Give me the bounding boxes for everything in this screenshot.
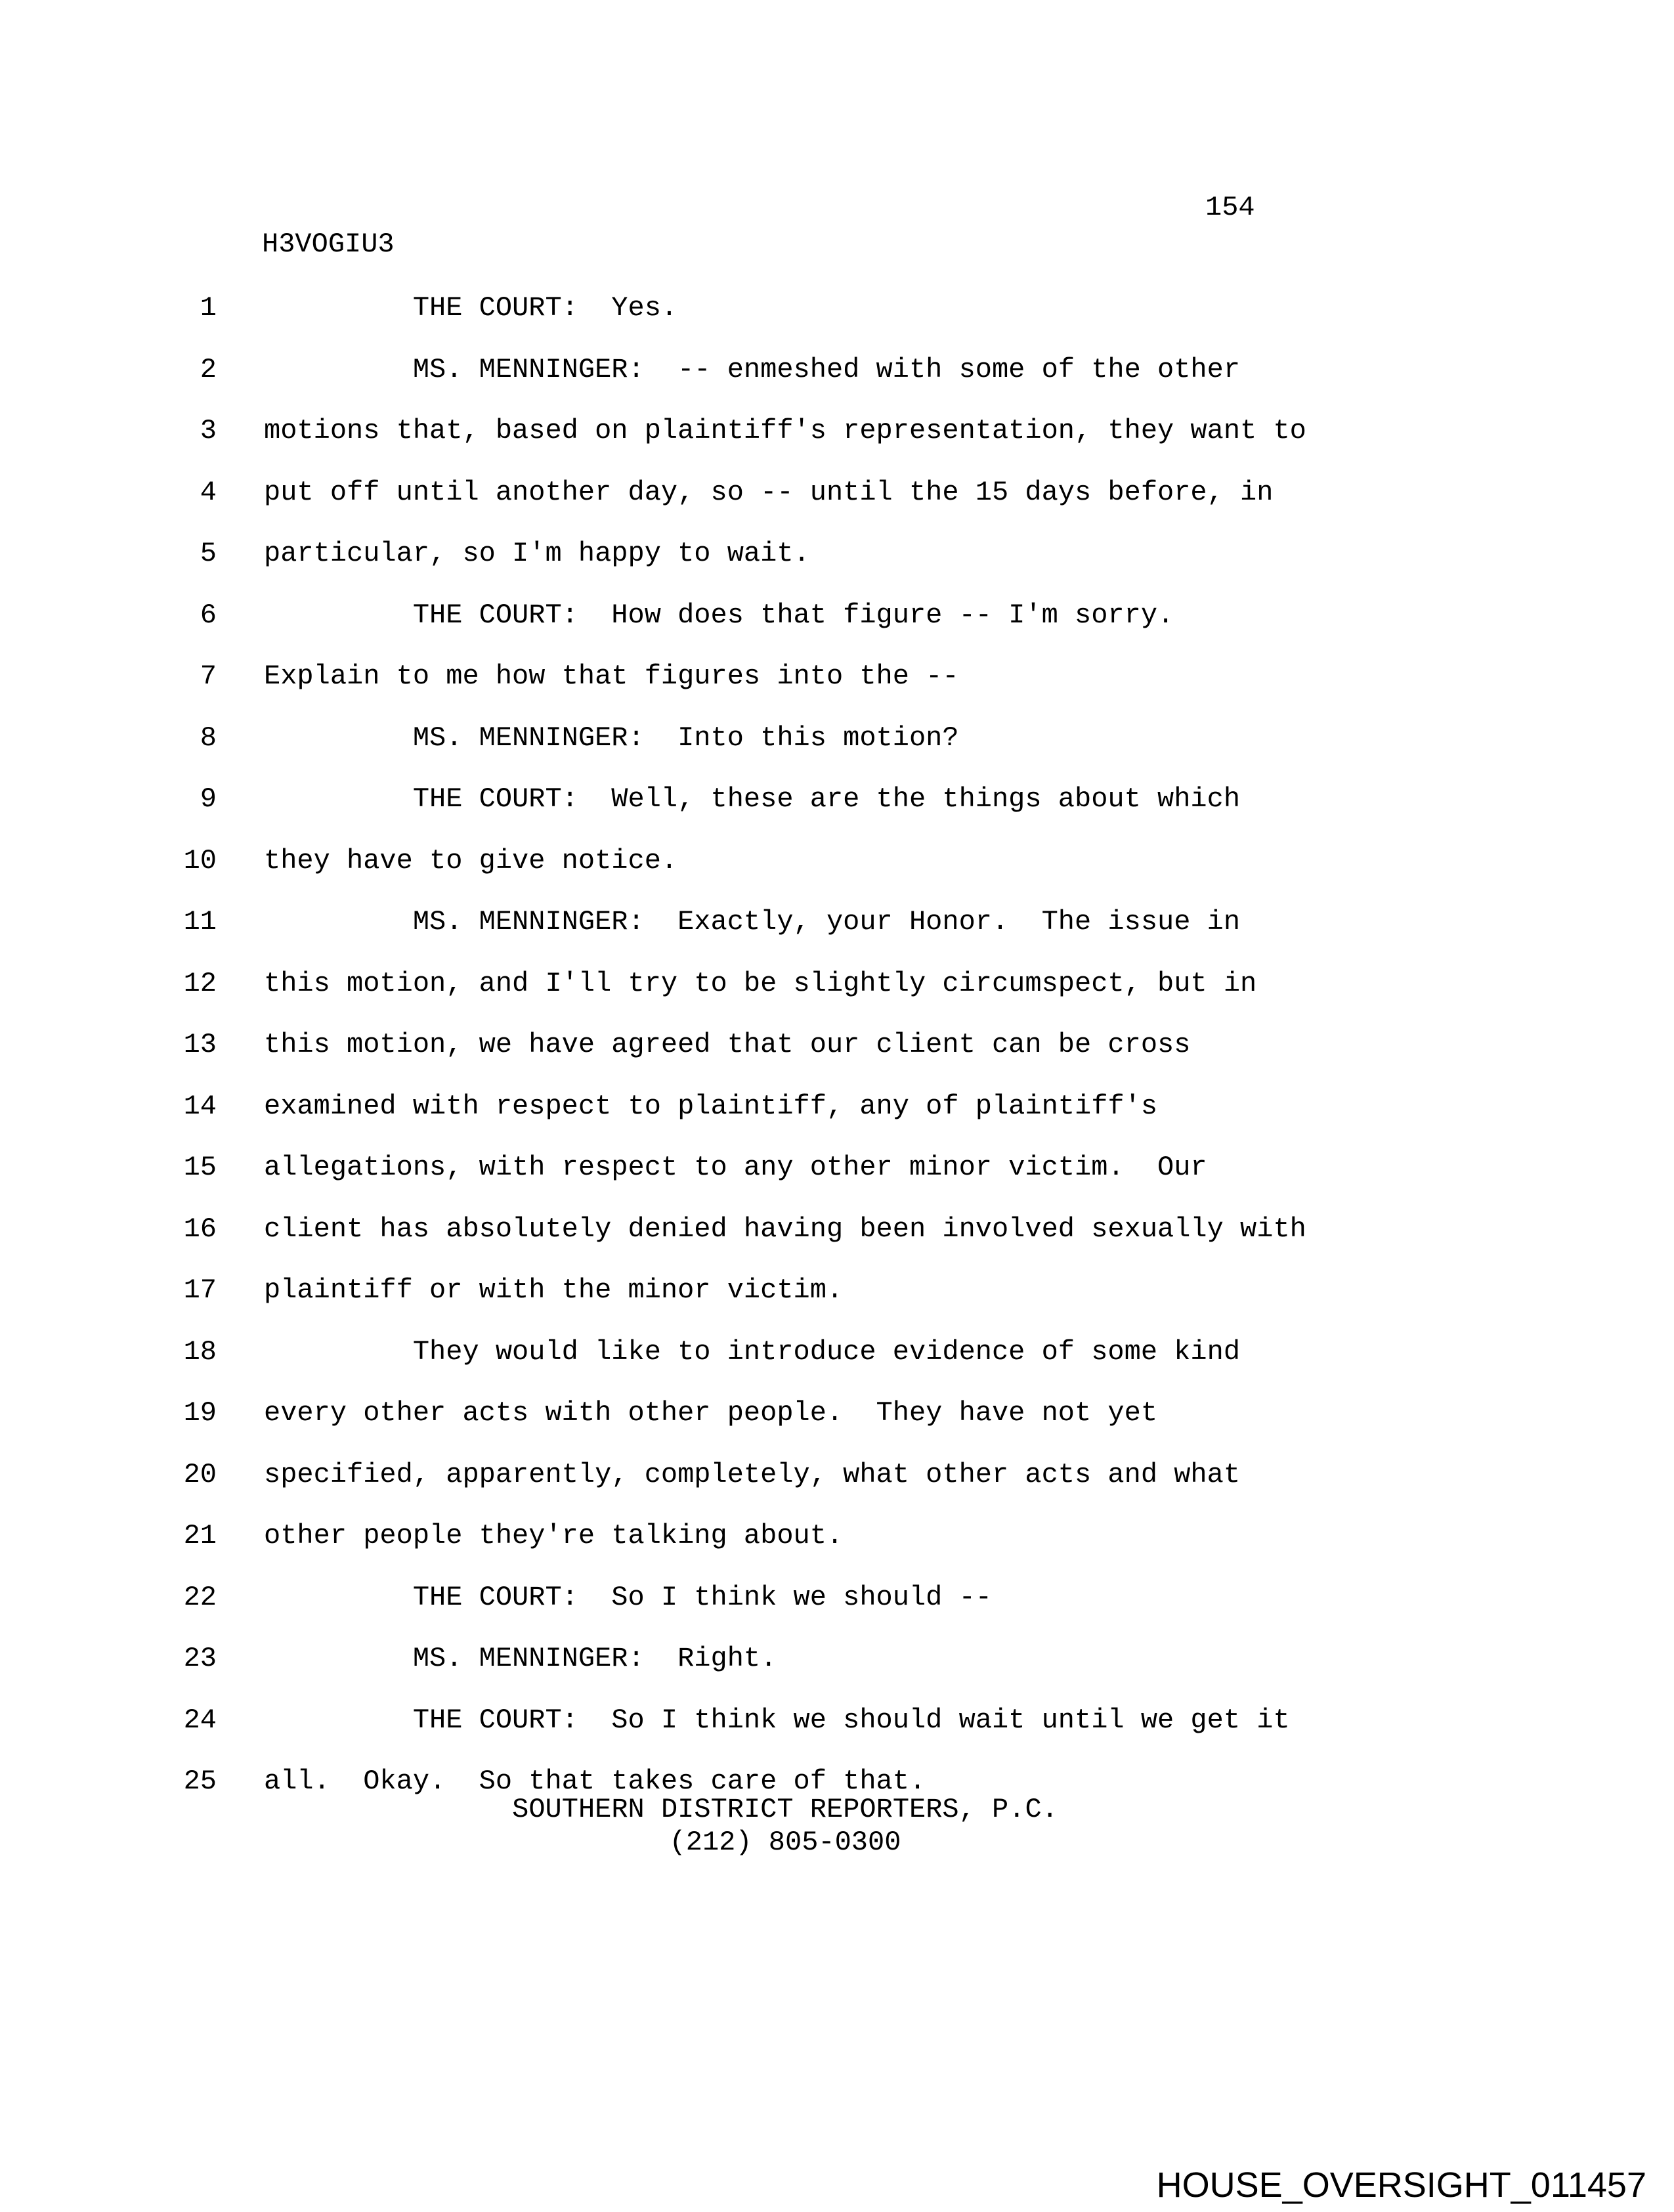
- line-text: all. Okay. So that takes care of that.: [264, 1766, 926, 1797]
- line-text: client has absolutely denied having been involved sexually with: [264, 1213, 1306, 1245]
- transcript-line: [0, 906, 1674, 967]
- transcript-line: [0, 292, 1674, 353]
- line-text: they have to give notice.: [264, 844, 678, 877]
- line-text: THE COURT: Yes.: [264, 292, 678, 324]
- line-text: MS. MENNINGER: Right.: [264, 1643, 777, 1674]
- transcript-line: [0, 1520, 1674, 1581]
- line-text: THE COURT: Well, these are the things about which: [264, 783, 1241, 815]
- line-number: 14: [183, 1090, 217, 1122]
- transcript-line: [0, 538, 1674, 599]
- transcript-line: [0, 968, 1674, 1029]
- line-number: 10: [183, 844, 217, 877]
- line-number: 9: [200, 783, 217, 815]
- line-number: 24: [183, 1704, 217, 1736]
- transcript-line: [0, 1459, 1674, 1520]
- transcript-header-code: H3VOGIU3: [262, 228, 395, 260]
- line-text: allegations, with respect to any other minor victim. Our: [264, 1152, 1207, 1183]
- transcript-line: [0, 1582, 1674, 1643]
- transcript-line: [0, 477, 1674, 538]
- line-text: THE COURT: How does that figure -- I'm sorry.: [264, 599, 1174, 631]
- line-text: MS. MENNINGER: Exactly, your Honor. The issue in: [264, 906, 1241, 938]
- line-text: this motion, and I'll try to be slightly circumspect, but in: [264, 967, 1257, 999]
- line-text: MS. MENNINGER: -- enmeshed with some of the other: [264, 353, 1241, 385]
- transcript-line: [0, 599, 1674, 661]
- transcript-line: [0, 1274, 1674, 1335]
- line-number: 19: [183, 1397, 217, 1429]
- transcript-line: [0, 1091, 1674, 1152]
- transcript-line: [0, 1704, 1674, 1766]
- line-text: every other acts with other people. They have not yet: [264, 1397, 1158, 1429]
- transcript-line: [0, 1152, 1674, 1213]
- line-text: specified, apparently, completely, what other acts and what: [264, 1458, 1241, 1490]
- line-number: 11: [183, 906, 217, 938]
- line-number: 2: [200, 353, 217, 385]
- line-number: 3: [200, 415, 217, 446]
- line-number: 13: [183, 1029, 217, 1060]
- transcript-line: [0, 1336, 1674, 1397]
- transcript-line: [0, 1029, 1674, 1090]
- transcript-line: [0, 415, 1674, 476]
- line-number: 1: [200, 292, 217, 324]
- line-number: 20: [183, 1458, 217, 1490]
- reporter-org: SOUTHERN DISTRICT REPORTERS, P.C.: [512, 1794, 1058, 1825]
- transcript-line: [0, 722, 1674, 783]
- line-number: 4: [200, 476, 217, 508]
- line-number: 8: [200, 722, 217, 754]
- transcript-line: [0, 1397, 1674, 1458]
- line-number: 21: [183, 1520, 217, 1551]
- line-text: this motion, we have agreed that our client can be cross: [264, 1029, 1191, 1060]
- bates-stamp: HOUSE_OVERSIGHT_011457: [1156, 2165, 1646, 2205]
- line-number: 15: [183, 1152, 217, 1183]
- line-text: examined with respect to plaintiff, any of plaintiff's: [264, 1090, 1158, 1122]
- line-text: Explain to me how that figures into the --: [264, 661, 959, 692]
- reporter-footer: [264, 1793, 1306, 1859]
- line-number: 7: [200, 661, 217, 692]
- transcript-line: [0, 354, 1674, 415]
- line-text: THE COURT: So I think we should --: [264, 1581, 992, 1613]
- line-text: other people they're talking about.: [264, 1520, 844, 1551]
- transcript-line: [0, 1643, 1674, 1704]
- transcript-line: [0, 1213, 1674, 1274]
- line-number: 17: [183, 1274, 217, 1306]
- line-number: 12: [183, 967, 217, 999]
- line-text: MS. MENNINGER: Into this motion?: [264, 722, 959, 754]
- line-text: particular, so I'm happy to wait.: [264, 538, 810, 569]
- line-text: motions that, based on plaintiff's representation, they want to: [264, 415, 1306, 446]
- line-text: THE COURT: So I think we should wait until we get it: [264, 1704, 1290, 1736]
- line-number: 22: [183, 1581, 217, 1613]
- line-number: 18: [183, 1335, 217, 1368]
- line-text: plaintiff or with the minor victim.: [264, 1274, 844, 1306]
- line-number: 23: [183, 1643, 217, 1674]
- line-text: They would like to introduce evidence of some kind: [264, 1335, 1241, 1368]
- reporter-phone: (212) 805-0300: [669, 1827, 901, 1858]
- line-number: 16: [183, 1213, 217, 1245]
- line-number: 25: [183, 1766, 217, 1797]
- transcript-line: [0, 845, 1674, 906]
- page-number: 154: [1205, 192, 1255, 223]
- transcript-line: [0, 661, 1674, 722]
- line-number: 5: [200, 538, 217, 569]
- transcript-line: [0, 783, 1674, 844]
- line-text: put off until another day, so -- until the 15 days before, in: [264, 476, 1274, 508]
- line-number: 6: [200, 599, 217, 631]
